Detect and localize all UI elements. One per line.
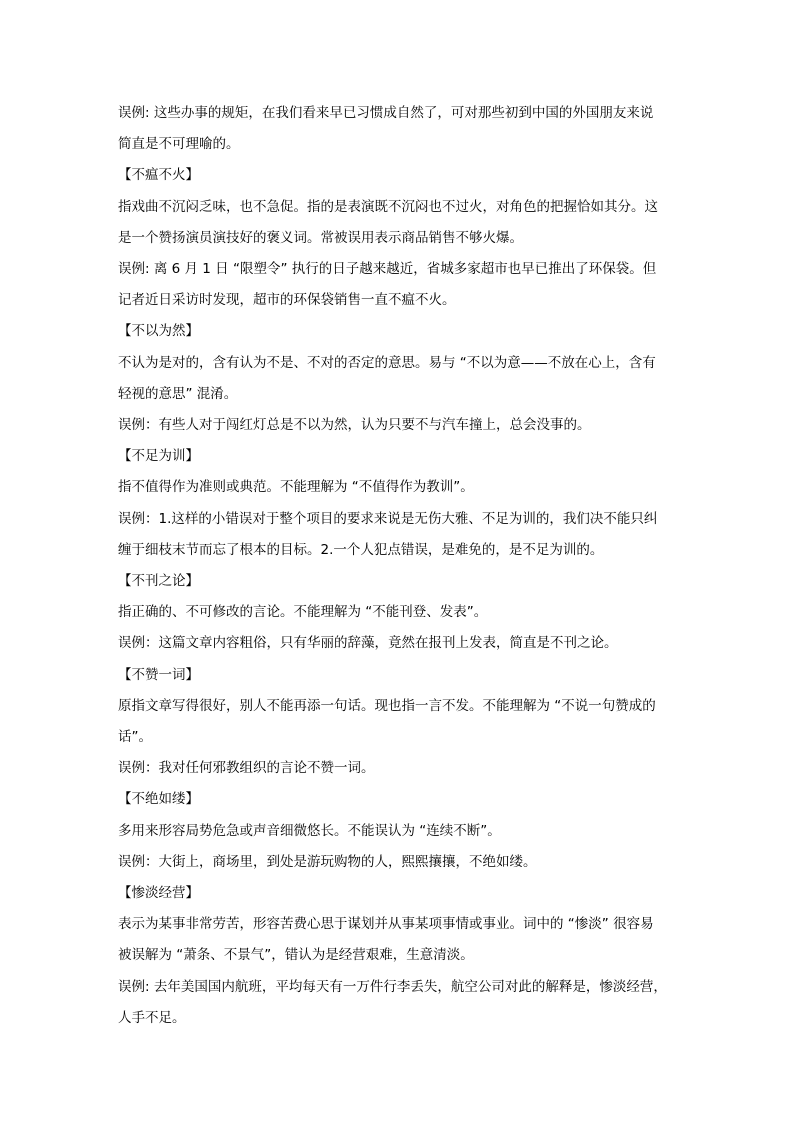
text-line: 误例: 离 6 月 1 日 “限塑令” 执行的日子越来越近，省城多家超市也早已推出了环保袋。但	[118, 261, 657, 277]
term-heading: 【不足为训】	[118, 448, 199, 464]
text-line: 是一个赞扬演员演技好的褒义词。常被误用表示商品销售不够火爆。	[118, 230, 523, 246]
text-line: 指戏曲不沉闷乏味，也不急促。指的是表演既不沉闷也不过火，对角色的把握恰如其分。这	[118, 199, 658, 215]
text-line: 简直是不可理喻的。	[118, 136, 240, 152]
term-heading: 【不刊之论】	[118, 573, 199, 589]
text-line: 指正确的、不可修改的言论。不能理解为 “不能刊登、发表”。	[118, 604, 488, 620]
term-heading: 【不以为然】	[118, 323, 199, 339]
text-line: 轻视的意思” 混淆。	[118, 386, 238, 402]
text-line: 话”。	[118, 729, 152, 745]
text-line: 误例：1.这样的小错误对于整个项目的要求来说是无伤大雅、不足为训的，我们决不能只纠	[118, 511, 658, 527]
text-line: 误例：有些人对于闯红灯总是不以为然，认为只要不与汽车撞上，总会没事的。	[118, 417, 591, 433]
term-heading: 【惨淡经营】	[118, 885, 199, 901]
text-line: 表示为某事非常劳苦，形容苦费心思于谋划并从事某项事情或事业。词中的 “惨淡” 很容易	[118, 916, 654, 932]
term-heading: 【不赞一词】	[118, 667, 199, 683]
text-line: 误例: 这些办事的规矩，在我们看来早已习惯成自然了，可对那些初到中国的外国朋友来说	[118, 105, 654, 121]
text-line: 误例: 去年美国国内航班，平均每天有一万件行李丢失，航空公司对此的解释是，惨淡经营，	[118, 979, 667, 995]
term-heading: 【不绝如缕】	[118, 791, 199, 807]
text-line: 多用来形容局势危急或声音细微悠长。不能误认为 “连续不断”。	[118, 823, 501, 839]
text-line: 原指文章写得很好，别人不能再添一句话。现也指一言不发。不能理解为 “不说一句赞成的	[118, 698, 656, 714]
term-heading: 【不瘟不火】	[118, 167, 199, 183]
text-line: 记者近日采访时发现，超市的环保袋销售一直不瘟不火。	[118, 292, 456, 308]
text-line: 不认为是对的，含有认为不是、不对的否定的意思。易与 “不以为意——不放在心上，含有	[118, 355, 656, 371]
text-line: 指不值得作为准则或典范。不能理解为 “不值得作为教训”。	[118, 479, 474, 495]
text-line: 人手不足。	[118, 1010, 186, 1026]
text-line: 误例：大街上，商场里，到处是游玩购物的人，熙熙攘攘，不绝如缕。	[118, 854, 537, 870]
text-line: 缠于细枝末节而忘了根本的目标。2.一个人犯点错误，是难免的，是不足为训的。	[118, 542, 604, 558]
text-line: 误例：这篇文章内容粗俗，只有华丽的辞藻，竟然在报刊上发表，简直是不刊之论。	[118, 635, 618, 651]
text-line: 误例：我对任何邪教组织的言论不赞一词。	[118, 760, 375, 776]
text-line: 被误解为 “萧条、不景气”，错认为是经营艰难，生意清淡。	[118, 947, 474, 963]
